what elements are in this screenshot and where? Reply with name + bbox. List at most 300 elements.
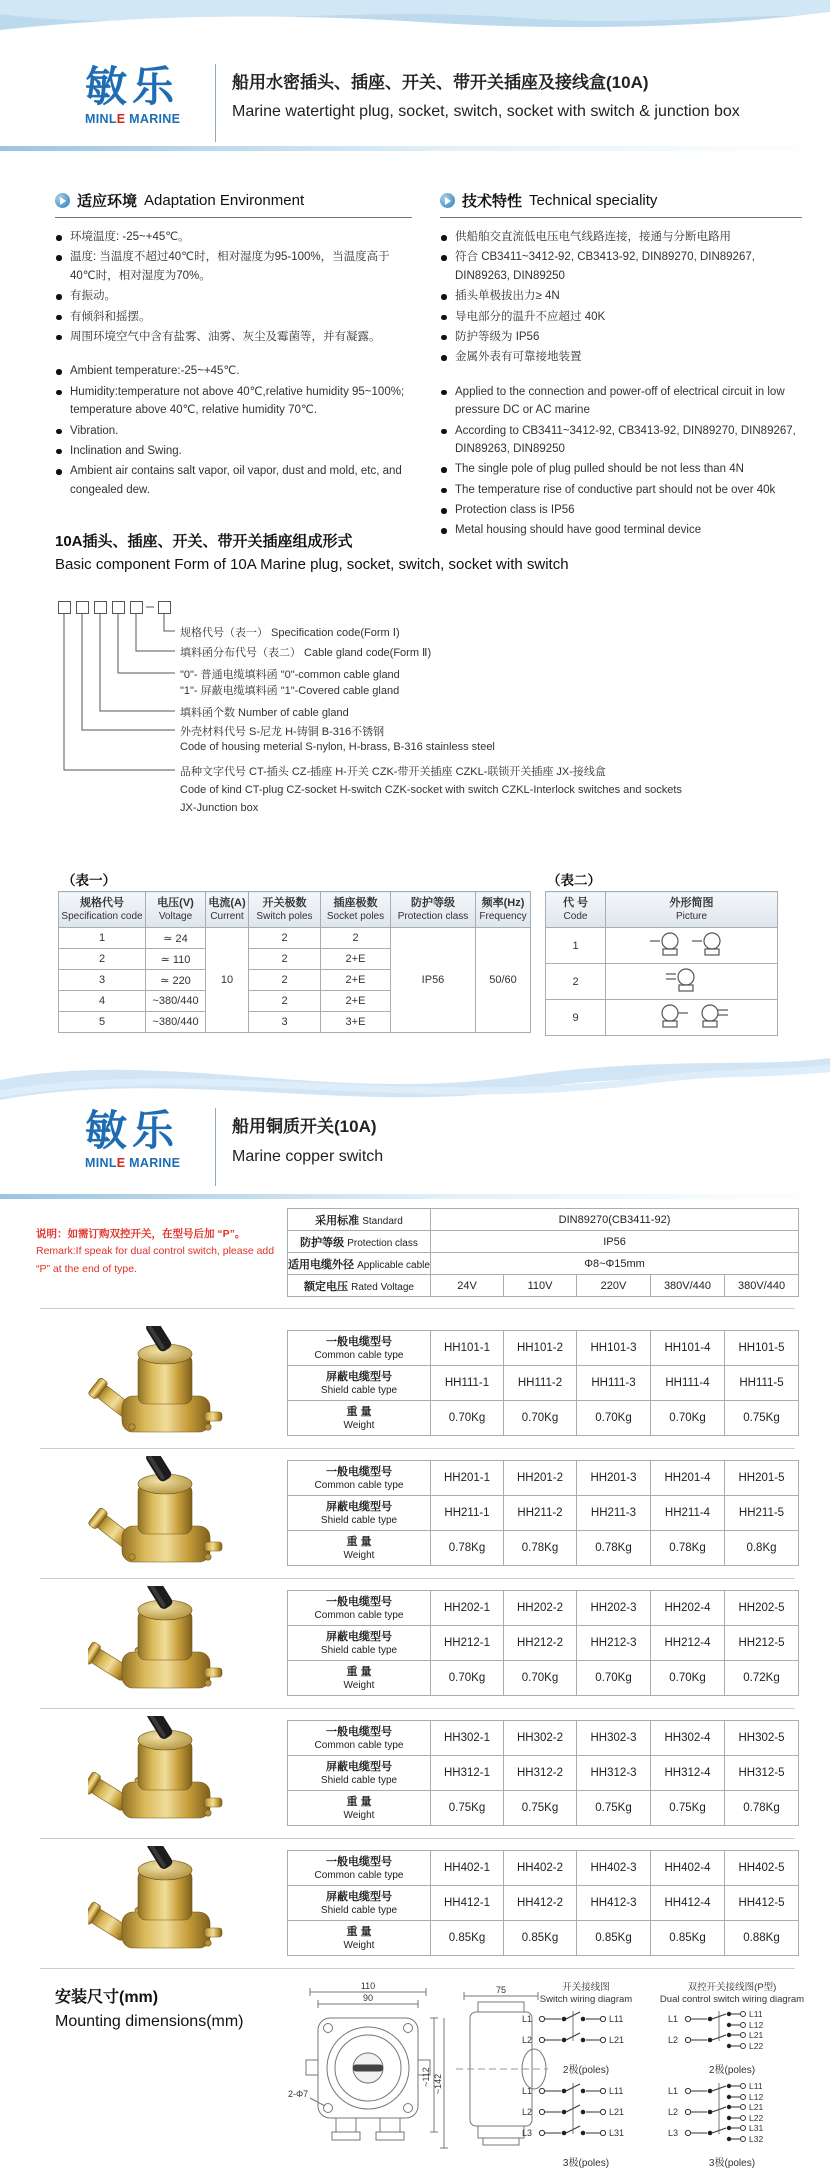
technical-heading xyxy=(440,190,802,218)
adaptation-item-cn: 环境温度: -25~+45℃。 xyxy=(55,228,412,246)
adaptation-heading-cn: 适应环境 xyxy=(77,193,138,210)
shield-type-label: 屏蔽电缆型号 Shield cable type xyxy=(288,1496,431,1531)
shield-type-cell: HH212-3 xyxy=(577,1626,651,1661)
spec-voltage-row xyxy=(288,1275,799,1297)
form1-header: 防护等级 Protection class xyxy=(391,892,476,928)
weight-cell: 0.70Kg xyxy=(504,1401,577,1436)
dual-wiring-2pole xyxy=(652,2006,812,2061)
weight-label: 重 量 Weight xyxy=(288,1401,431,1436)
weight-cell: 0.70Kg xyxy=(504,1661,577,1696)
switch-wiring-3pole xyxy=(516,2078,656,2154)
page1-title-en: Marine watertight plug, socket, switch, socket with switch & junction box xyxy=(232,103,740,121)
technical-heading-cn: 技术特性 xyxy=(462,193,523,210)
common-type-cell: HH202-2 xyxy=(504,1591,577,1626)
svg-text:L21: L21 xyxy=(749,2029,764,2040)
voltage-cell: ~380/440 xyxy=(146,1012,206,1033)
product-photo-switch-1gland xyxy=(88,1326,238,1441)
shield-type-cell: HH212-1 xyxy=(431,1626,504,1661)
switch-wiring-3pole-svg xyxy=(520,2078,652,2149)
svg-text:L1: L1 xyxy=(668,2013,679,2024)
voltage-cell: ≃ 110 xyxy=(146,949,206,970)
adaptation-item-en: Humidity:temperature not above 40℃,relative humidity 95~100%; temperature above 40℃, relative humidity 70℃. xyxy=(55,383,412,420)
form2-header: 外形简图 Picture xyxy=(606,892,778,928)
svg-text:L1: L1 xyxy=(668,2085,679,2096)
weight-cell: 0.70Kg xyxy=(431,1661,504,1696)
common-type-label: 一般电缆型号 Common cable type xyxy=(288,1851,431,1886)
shield-type-cell: HH212-4 xyxy=(651,1626,725,1661)
mid-wave-decoration xyxy=(0,1038,830,1116)
socket-poles-cell: 2 xyxy=(321,928,391,949)
shield-type-cell: HH211-2 xyxy=(504,1496,577,1531)
common-type-cell: HH201-1 xyxy=(431,1461,504,1496)
svg-text:L1: L1 xyxy=(522,2013,533,2024)
weight-label: 重 量 Weight xyxy=(288,1791,431,1826)
logo-cn: 敏乐 xyxy=(85,1107,180,1154)
form1-header: 电压(V) Voltage xyxy=(146,892,206,928)
weight-cell: 0.85Kg xyxy=(577,1921,651,1956)
shield-type-cell: HH211-4 xyxy=(651,1496,725,1531)
header-rule-2 xyxy=(0,1194,830,1199)
common-type-row xyxy=(288,1331,799,1366)
adaptation-item-en: Vibration. xyxy=(55,422,412,440)
form2-caption: （表二） xyxy=(547,873,601,888)
common-type-cell: HH402-5 xyxy=(725,1851,799,1886)
common-type-cell: HH101-1 xyxy=(431,1331,504,1366)
header-rule-1 xyxy=(0,146,830,151)
adaptation-item-cn: 有振动。 xyxy=(55,287,412,305)
shield-type-cell: HH211-1 xyxy=(431,1496,504,1531)
mounting-title-cn: 安装尺寸(mm) xyxy=(55,1989,159,2006)
common-type-cell: HH202-1 xyxy=(431,1591,504,1626)
technical-heading-en: Technical speciality xyxy=(529,192,658,209)
code-label-housing-cn: 外壳材料代号 S-尼龙 H-铸铜 B-316不锈钢 xyxy=(180,726,385,738)
weight-cell: 0.85Kg xyxy=(651,1921,725,1956)
common-type-cell: HH202-3 xyxy=(577,1591,651,1626)
logo-en-accent: E xyxy=(116,1156,126,1170)
technical-list-cn xyxy=(440,228,802,367)
common-type-cell: HH302-3 xyxy=(577,1721,651,1756)
page2-title-en: Marine copper switch xyxy=(232,1148,384,1166)
section-divider xyxy=(40,1968,795,1969)
weight-cell: 0.85Kg xyxy=(504,1921,577,1956)
svg-text:L12: L12 xyxy=(749,2091,764,2102)
rated-voltage-cell: 24V xyxy=(431,1275,504,1297)
weight-cell: 0.75Kg xyxy=(577,1791,651,1826)
technical-item-cn: 供船舶交直流低电压电气线路连接，接通与分断电路用 xyxy=(440,228,802,246)
adaptation-item-en: Inclination and Swing. xyxy=(55,442,412,460)
protection-value: IP56 xyxy=(431,1231,799,1253)
code-label-housing-en: Code of housing meterial S-nylon, H-brass, B-316 stainless steel xyxy=(180,741,495,753)
shield-type-label: 屏蔽电缆型号 Shield cable type xyxy=(288,1626,431,1661)
shield-type-row xyxy=(288,1366,799,1401)
voltage-cell: ~380/440 xyxy=(146,991,206,1012)
weight-cell: 0.75Kg xyxy=(651,1791,725,1826)
weight-row xyxy=(288,1791,799,1826)
common-type-cell: HH201-3 xyxy=(577,1461,651,1496)
shield-type-row xyxy=(288,1496,799,1531)
svg-text:L3: L3 xyxy=(522,2127,533,2138)
shield-type-cell: HH312-1 xyxy=(431,1756,504,1791)
form1-header: 规格代号 Specification code xyxy=(59,892,146,928)
spec-code-cell: 5 xyxy=(59,1012,146,1033)
adaptation-section xyxy=(55,190,412,501)
switch-poles-cell: 3 xyxy=(249,1012,321,1033)
technical-item-en: Protection class is IP56 xyxy=(440,501,802,519)
weight-cell: 0.78Kg xyxy=(504,1531,577,1566)
common-type-cell: HH101-2 xyxy=(504,1331,577,1366)
dim-112: ~112 xyxy=(421,2067,431,2087)
adaptation-item-cn: 有倾斜和摇摆。 xyxy=(55,308,412,326)
product-table xyxy=(287,1720,799,1826)
svg-text:L12: L12 xyxy=(749,2019,764,2030)
svg-text:L31: L31 xyxy=(749,2122,764,2133)
form1-header: 电流(A) Current xyxy=(206,892,249,928)
spec-table xyxy=(287,1208,799,1297)
form1-header: 插座极数 Socket poles xyxy=(321,892,391,928)
standard-value: DIN89270(CB3411-92) xyxy=(431,1209,799,1231)
weight-label: 重 量 Weight xyxy=(288,1661,431,1696)
shield-type-cell: HH312-2 xyxy=(504,1756,577,1791)
spec-code-cell: 4 xyxy=(59,991,146,1012)
common-type-cell: HH402-4 xyxy=(651,1851,725,1886)
weight-row xyxy=(288,1921,799,1956)
technical-item-en: The single pole of plug pulled should be not less than 4N xyxy=(440,460,802,478)
front-view-drawing xyxy=(286,1980,450,2156)
component-form-title xyxy=(55,530,755,573)
remark-block xyxy=(36,1226,286,1278)
shield-type-cell: HH312-3 xyxy=(577,1756,651,1791)
form1-caption: （表一） xyxy=(62,873,116,888)
common-type-cell: HH201-4 xyxy=(651,1461,725,1496)
rated-voltage-cell: 380V/440 xyxy=(651,1275,725,1297)
switch-wiring-title-en: Switch wiring diagram xyxy=(539,1993,633,2005)
logo-block-1 xyxy=(85,63,181,126)
shield-type-cell: HH412-1 xyxy=(431,1886,504,1921)
form2-header-row xyxy=(546,892,778,928)
shield-type-label: 屏蔽电缆型号 Shield cable type xyxy=(288,1366,431,1401)
dual-wiring-diagrams xyxy=(652,1982,812,2171)
gland-picture-cell xyxy=(606,928,778,964)
svg-text:L2: L2 xyxy=(668,2106,679,2117)
page2-title-block xyxy=(232,1116,792,1168)
weight-cell: 0.75Kg xyxy=(725,1401,799,1436)
dim-142: ~142 xyxy=(433,2073,443,2095)
common-type-cell: HH402-1 xyxy=(431,1851,504,1886)
common-type-cell: HH101-3 xyxy=(577,1331,651,1366)
spec-code-cell: 3 xyxy=(59,970,146,991)
svg-text:L2: L2 xyxy=(522,2034,533,2045)
caption-2pole: 2极(poles) xyxy=(562,2064,610,2076)
weight-cell: 0.78Kg xyxy=(651,1531,725,1566)
socket-poles-cell: 2+E xyxy=(321,970,391,991)
form1-header: 开关极数 Switch poles xyxy=(249,892,321,928)
common-type-cell: HH101-5 xyxy=(725,1331,799,1366)
caption-2pole: 2极(poles) xyxy=(708,2064,756,2076)
gland-code-cell: 9 xyxy=(546,1000,606,1036)
page1-title-cn: 船用水密插头、插座、开关、带开关插座及接线盒(10A) xyxy=(232,73,649,92)
row-divider xyxy=(40,1708,795,1709)
product-row-hh302 xyxy=(0,1710,830,1840)
top-wave-decoration xyxy=(0,0,830,55)
dim-75: 75 xyxy=(495,1985,507,1995)
logo-en xyxy=(85,1156,180,1170)
svg-text:L11: L11 xyxy=(609,2013,624,2024)
section-bullet-icon xyxy=(55,193,70,208)
common-type-label: 一般电缆型号 Common cable type xyxy=(288,1591,431,1626)
spec-label: 额定电压 Rated Voltage xyxy=(288,1275,431,1297)
svg-text:L11: L11 xyxy=(609,2085,624,2096)
weight-row xyxy=(288,1531,799,1566)
code-label-gland-code: 填料函分布代号（表二） Cable gland code(Form Ⅱ) xyxy=(180,647,432,659)
technical-item-cn: 导电部分的温升不应超过 40K xyxy=(440,308,802,326)
common-type-cell: HH202-5 xyxy=(725,1591,799,1626)
component-form-title-cn: 10A插头、插座、开关、带开关插座组成形式 xyxy=(55,533,353,550)
adaptation-list-en xyxy=(55,362,412,499)
weight-cell: 0.75Kg xyxy=(431,1791,504,1826)
code-label-specification: 规格代号（表一） Specification code(Form Ⅰ) xyxy=(180,627,400,639)
weight-cell: 0.70Kg xyxy=(651,1401,725,1436)
logo-en xyxy=(85,112,180,126)
logo-en-accent: E xyxy=(116,112,126,126)
socket-poles-cell: 2+E xyxy=(321,949,391,970)
shield-type-label: 屏蔽电缆型号 Shield cable type xyxy=(288,1756,431,1791)
common-type-cell: HH101-4 xyxy=(651,1331,725,1366)
shield-type-cell: HH211-3 xyxy=(577,1496,651,1531)
logo-en-part2: MARINE xyxy=(125,1156,181,1170)
common-type-cell: HH201-5 xyxy=(725,1461,799,1496)
technical-section xyxy=(440,190,802,542)
svg-text:L2: L2 xyxy=(522,2106,533,2117)
product-table xyxy=(287,1330,799,1436)
rated-voltage-cell: 220V xyxy=(577,1275,651,1297)
switch-wiring-title-cn: 开关接线图 xyxy=(562,1982,610,1993)
svg-text:L11: L11 xyxy=(749,2080,763,2091)
row-divider xyxy=(40,1838,795,1839)
weight-row xyxy=(288,1661,799,1696)
form1-row xyxy=(59,928,531,949)
logo-en-part1: MINL xyxy=(85,112,117,126)
adaptation-heading xyxy=(55,190,412,218)
svg-text:L22: L22 xyxy=(749,2112,764,2123)
socket-poles-cell: 3+E xyxy=(321,1012,391,1033)
spec-code-cell: 1 xyxy=(59,928,146,949)
weight-cell: 0.70Kg xyxy=(651,1661,725,1696)
section-divider xyxy=(40,1308,795,1309)
weight-cell: 0.78Kg xyxy=(431,1531,504,1566)
spec-label: 采用标准 Standard xyxy=(288,1209,431,1231)
product-table xyxy=(287,1590,799,1696)
socket-poles-cell: 2+E xyxy=(321,991,391,1012)
adaptation-heading-en: Adaptation Environment xyxy=(144,192,305,209)
adaptation-item-cn: 周围环境空气中含有盐雾、油雾、灰尘及霉菌等，并有凝露。 xyxy=(55,328,412,346)
common-type-cell: HH302-4 xyxy=(651,1721,725,1756)
product-row-hh101 xyxy=(0,1320,830,1450)
weight-cell: 0.88Kg xyxy=(725,1921,799,1956)
product-table xyxy=(287,1850,799,1956)
svg-text:L22: L22 xyxy=(749,2040,764,2051)
spec-label: 适用电缆外径 Applicable cable xyxy=(288,1253,431,1275)
dual-wiring-3pole xyxy=(652,2078,812,2154)
svg-text:L2: L2 xyxy=(668,2034,679,2045)
common-type-cell: HH202-4 xyxy=(651,1591,725,1626)
logo-en-part1: MINL xyxy=(85,1156,117,1170)
technical-item-en: The temperature rise of conductive part should not be over 40k xyxy=(440,481,802,499)
weight-row xyxy=(288,1401,799,1436)
form1-header-row xyxy=(59,892,531,928)
technical-item-cn: 防护等级为 IP56 xyxy=(440,328,802,346)
logo-en-part2: MARINE xyxy=(125,112,181,126)
current-cell: 10 xyxy=(206,928,249,1033)
shield-type-cell: HH412-5 xyxy=(725,1886,799,1921)
adaptation-item-cn: 温度: 当温度不超过40℃时，相对湿度为95-100%，当温度高于40℃时，相对湿度为70%。 xyxy=(55,248,412,285)
common-type-cell: HH201-2 xyxy=(504,1461,577,1496)
product-photo-switch-1gland xyxy=(88,1456,238,1571)
rated-voltage-cell: 380V/440 xyxy=(725,1275,799,1297)
form1-header: 频率(Hz) Frequency xyxy=(476,892,531,928)
svg-text:L21: L21 xyxy=(609,2106,625,2117)
technical-item-cn: 插头单极拔出力≥ 4N xyxy=(440,287,802,305)
shield-type-cell: HH412-2 xyxy=(504,1886,577,1921)
switch-poles-cell: 2 xyxy=(249,928,321,949)
weight-cell: 0.85Kg xyxy=(431,1921,504,1956)
voltage-cell: ≃ 24 xyxy=(146,928,206,949)
technical-item-cn: 金属外表有可靠接地装置 xyxy=(440,348,802,366)
svg-text:L3: L3 xyxy=(668,2127,679,2138)
code-label-covered-gland: "1"- 屏蔽电缆填料函 "1"-Covered cable gland xyxy=(180,685,400,697)
switch-wiring-diagrams xyxy=(516,1982,656,2171)
switch-poles-cell: 2 xyxy=(249,970,321,991)
cable-value: Φ8~Φ15mm xyxy=(431,1253,799,1275)
shield-type-row xyxy=(288,1626,799,1661)
common-type-label: 一般电缆型号 Common cable type xyxy=(288,1331,431,1366)
product-photo-switch-2gland xyxy=(88,1716,238,1831)
dim-110: 110 xyxy=(360,1981,376,1991)
weight-label: 重 量 Weight xyxy=(288,1921,431,1956)
section-bullet-icon xyxy=(440,193,455,208)
svg-text:L31: L31 xyxy=(609,2127,625,2138)
common-type-row xyxy=(288,1591,799,1626)
common-type-row xyxy=(288,1461,799,1496)
mounting-title-en: Mounting dimensions(mm) xyxy=(55,2013,244,2030)
spec-row xyxy=(288,1231,799,1253)
svg-text:L1: L1 xyxy=(522,2085,533,2096)
product-table xyxy=(287,1460,799,1566)
shield-type-cell: HH111-1 xyxy=(431,1366,504,1401)
switch-poles-cell: 2 xyxy=(249,991,321,1012)
weight-cell: 0.78Kg xyxy=(577,1531,651,1566)
protection-cell: IP56 xyxy=(391,928,476,1033)
caption-3pole: 3极(poles) xyxy=(562,2157,610,2169)
product-photo-switch-2gland xyxy=(88,1586,238,1701)
voltage-cell: ≃ 220 xyxy=(146,970,206,991)
gland-code-cell: 1 xyxy=(546,928,606,964)
technical-item-en: Applied to the connection and power-off of electrical circuit in low pressure DC or AC marine xyxy=(440,383,802,420)
adaptation-item-en: Ambient air contains salt vapor, oil vapor, dust and mold, etc, and congealed dew. xyxy=(55,462,412,499)
technical-item-cn: 符合 CB3411~3412-92, CB3413-92, DIN89270, DIN89267, DIN89263, DIN89250 xyxy=(440,248,802,285)
shield-type-cell: HH312-4 xyxy=(651,1756,725,1791)
type-code-diagram xyxy=(58,601,198,816)
row-divider xyxy=(40,1448,795,1449)
mounting-title-block xyxy=(55,1984,275,2031)
technical-item-en: Metal housing should have good terminal device xyxy=(440,521,802,539)
dual-wiring-title-cn: 双控开关接线图(P型) xyxy=(687,1982,777,1993)
gland-layout-2-icon xyxy=(644,966,740,994)
page2-title-cn: 船用铜质开关(10A) xyxy=(232,1117,377,1136)
common-type-cell: HH402-3 xyxy=(577,1851,651,1886)
technical-list-en xyxy=(440,383,802,540)
form1-table xyxy=(58,891,531,1033)
adaptation-item-en: Ambient temperature:-25~+45℃. xyxy=(55,362,412,380)
common-type-label: 一般电缆型号 Common cable type xyxy=(288,1461,431,1496)
form2-table xyxy=(545,891,778,1036)
shield-type-row xyxy=(288,1756,799,1791)
product-row-hh402 xyxy=(0,1840,830,1970)
shield-type-cell: HH412-4 xyxy=(651,1886,725,1921)
spec-row xyxy=(288,1209,799,1231)
svg-text:L21: L21 xyxy=(609,2034,625,2045)
product-row-hh202 xyxy=(0,1580,830,1710)
form2-row xyxy=(546,964,778,1000)
gland-picture-cell xyxy=(606,1000,778,1036)
code-label-gland-number: 填料函个数 Number of cable gland xyxy=(180,707,349,719)
page1-title-block xyxy=(232,72,812,123)
dim-90: 90 xyxy=(362,1993,374,2003)
adaptation-list-cn xyxy=(55,228,412,346)
spec-code-cell: 2 xyxy=(59,949,146,970)
shield-type-cell: HH412-3 xyxy=(577,1886,651,1921)
shield-type-cell: HH211-5 xyxy=(725,1496,799,1531)
remark-en: Remark:If speak for dual control switch, please add “P” at the end of type. xyxy=(36,1245,275,1275)
code-label-junction-box: JX-Junction box xyxy=(180,802,259,814)
row-divider xyxy=(40,1578,795,1579)
switch-wiring-2pole-svg xyxy=(520,2006,652,2056)
common-type-cell: HH402-2 xyxy=(504,1851,577,1886)
svg-text:L11: L11 xyxy=(749,2008,763,2019)
common-type-row xyxy=(288,1721,799,1756)
shield-type-cell: HH212-2 xyxy=(504,1626,577,1661)
shield-type-cell: HH111-3 xyxy=(577,1366,651,1401)
shield-type-cell: HH312-5 xyxy=(725,1756,799,1791)
product-photo-switch-2gland xyxy=(88,1846,238,1961)
common-type-row xyxy=(288,1851,799,1886)
svg-text:L21: L21 xyxy=(749,2101,764,2112)
form2-row xyxy=(546,928,778,964)
shield-type-cell: HH111-5 xyxy=(725,1366,799,1401)
technical-item-en: According to CB3411~3412-92, CB3413-92, DIN89270, DIN89267, DIN89263, DIN89250 xyxy=(440,422,802,459)
header-divider-2 xyxy=(215,1108,216,1186)
rated-voltage-cell: 110V xyxy=(504,1275,577,1297)
component-form-title-en: Basic component Form of 10A Marine plug, socket, switch, socket with switch xyxy=(55,556,569,573)
caption-3pole: 3极(poles) xyxy=(708,2157,756,2169)
code-label-kind-cn: 品种文字代号 CT-插头 CZ-插座 H-开关 CZK-带开关插座 CZKL-联锁开关插座 JX-接线盒 xyxy=(180,766,606,778)
common-type-cell: HH302-5 xyxy=(725,1721,799,1756)
spec-label: 防护等级 Protection class xyxy=(288,1231,431,1253)
shield-type-row xyxy=(288,1886,799,1921)
weight-cell: 0.72Kg xyxy=(725,1661,799,1696)
frequency-cell: 50/60 xyxy=(476,928,531,1033)
dual-wiring-title-en: Dual control switch wiring diagram xyxy=(659,1993,805,2005)
weight-cell: 0.8Kg xyxy=(725,1531,799,1566)
spec-row xyxy=(288,1253,799,1275)
weight-cell: 0.70Kg xyxy=(577,1401,651,1436)
switch-poles-cell: 2 xyxy=(249,949,321,970)
code-label-common-gland: "0"- 普通电缆填料函 "0"-common cable gland xyxy=(180,669,400,681)
weight-cell: 0.70Kg xyxy=(431,1401,504,1436)
remark-cn: 说明：如需订购双控开关，在型号后加 “P”。 xyxy=(36,1228,246,1240)
gland-code-cell: 2 xyxy=(546,964,606,1000)
weight-cell: 0.78Kg xyxy=(725,1791,799,1826)
weight-cell: 0.70Kg xyxy=(577,1661,651,1696)
